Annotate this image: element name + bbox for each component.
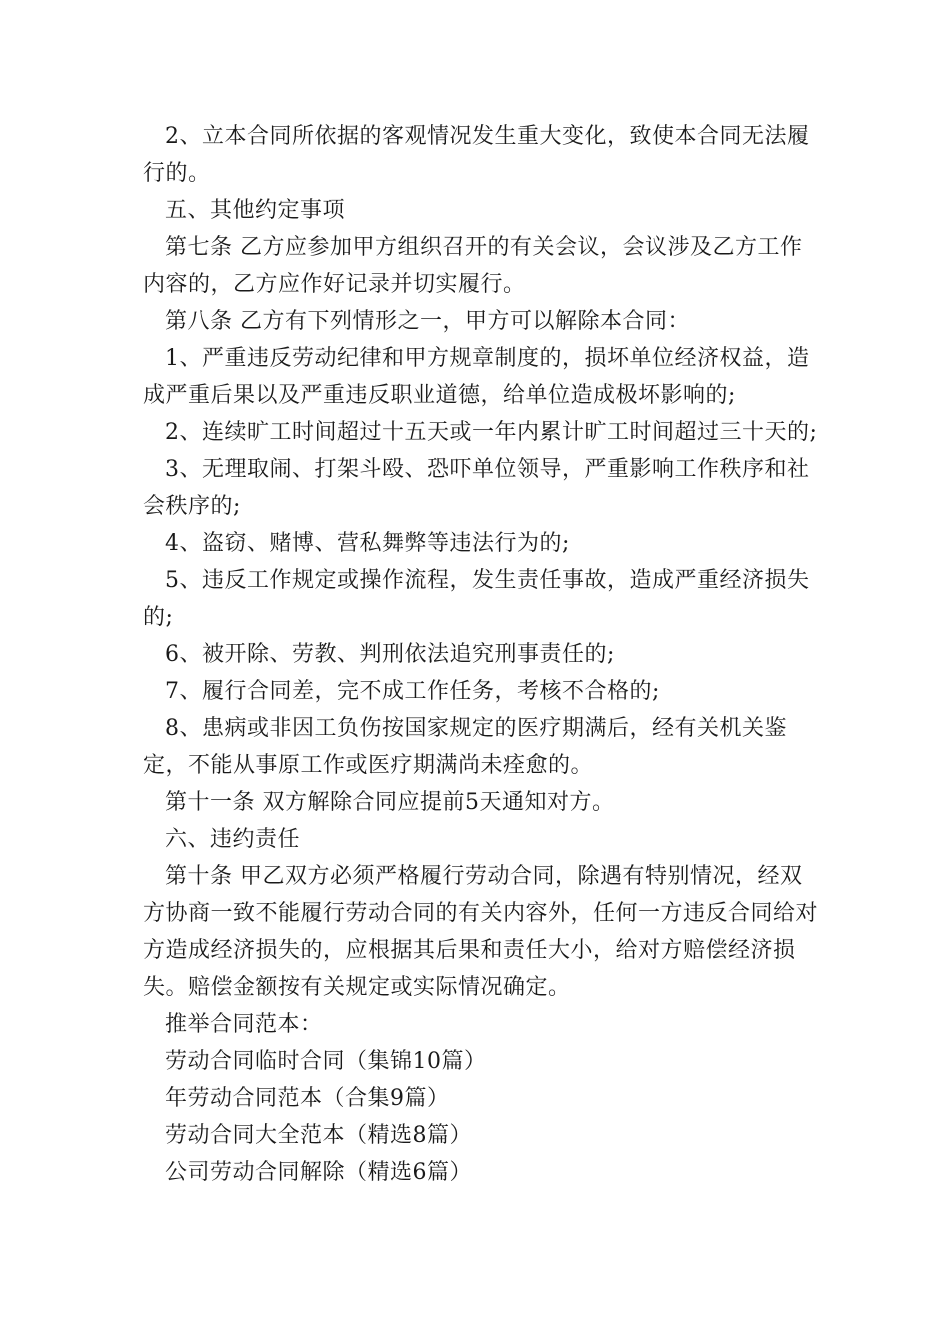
- recommended-template-2: 年劳动合同范本（合集9篇）: [165, 1086, 450, 1111]
- recommended-template-4: 公司劳动合同解除（精选6篇）: [165, 1160, 472, 1185]
- paragraph-article-10: 第十条 甲乙双方必须严格履行劳动合同，除遇有特别情况，经双方协商一致不能履行劳动合同的有关内容外，任何一方违反合同给对方造成经济损失的，应根据其后果和责任大小，给对方赔偿经济损失。赔偿金额按有关规定或实际情况确定。: [143, 864, 819, 1000]
- list-item-2: 2、连续旷工时间超过十五天或一年内累计旷工时间超过三十天的;: [165, 420, 818, 445]
- list-item-5: 5、违反工作规定或操作流程，发生责任事故，造成严重经济损失的;: [143, 568, 810, 630]
- list-item-1: 1、严重违反劳动纪律和甲方规章制度的，损坏单位经济权益，造成严重后果以及严重违反职业道德，给单位造成极坏影响的;: [143, 346, 810, 408]
- paragraph-clause-2: 2、立本合同所依据的客观情况发生重大变化，致使本合同无法履行的。: [143, 124, 810, 186]
- document-body: [143, 118, 823, 1191]
- recommended-templates-heading: 推举合同范本：: [165, 1012, 323, 1037]
- paragraph-article-8: 第八条 乙方有下列情形之一，甲方可以解除本合同：: [165, 309, 690, 334]
- list-item-8: 8、患病或非因工负伤按国家规定的医疗期满后，经有关机关鉴定，不能从事原工作或医疗期满尚未痊愈的。: [143, 716, 787, 778]
- list-item-7: 7、履行合同差，完不成工作任务，考核不合格的;: [165, 679, 660, 704]
- paragraph-article-11: 第十一条 双方解除合同应提前5天通知对方。: [165, 790, 615, 815]
- recommended-template-3: 劳动合同大全范本（精选8篇）: [165, 1123, 472, 1148]
- paragraph-article-7: 第七条 乙方应参加甲方组织召开的有关会议，会议涉及乙方工作内容的，乙方应作好记录并切实履行。: [143, 235, 803, 297]
- list-item-4: 4、盗窃、赌博、营私舞弊等违法行为的;: [165, 531, 570, 556]
- list-item-3: 3、无理取闹、打架斗殴、恐吓单位领导，严重影响工作秩序和社会秩序的;: [143, 457, 810, 519]
- section-heading-liability: 六、违约责任: [165, 827, 301, 852]
- recommended-template-1: 劳动合同临时合同（集锦10篇）: [165, 1049, 487, 1074]
- section-heading-other-terms: 五、其他约定事项: [165, 198, 346, 223]
- list-item-6: 6、被开除、劳教、判刑依法追究刑事责任的;: [165, 642, 615, 667]
